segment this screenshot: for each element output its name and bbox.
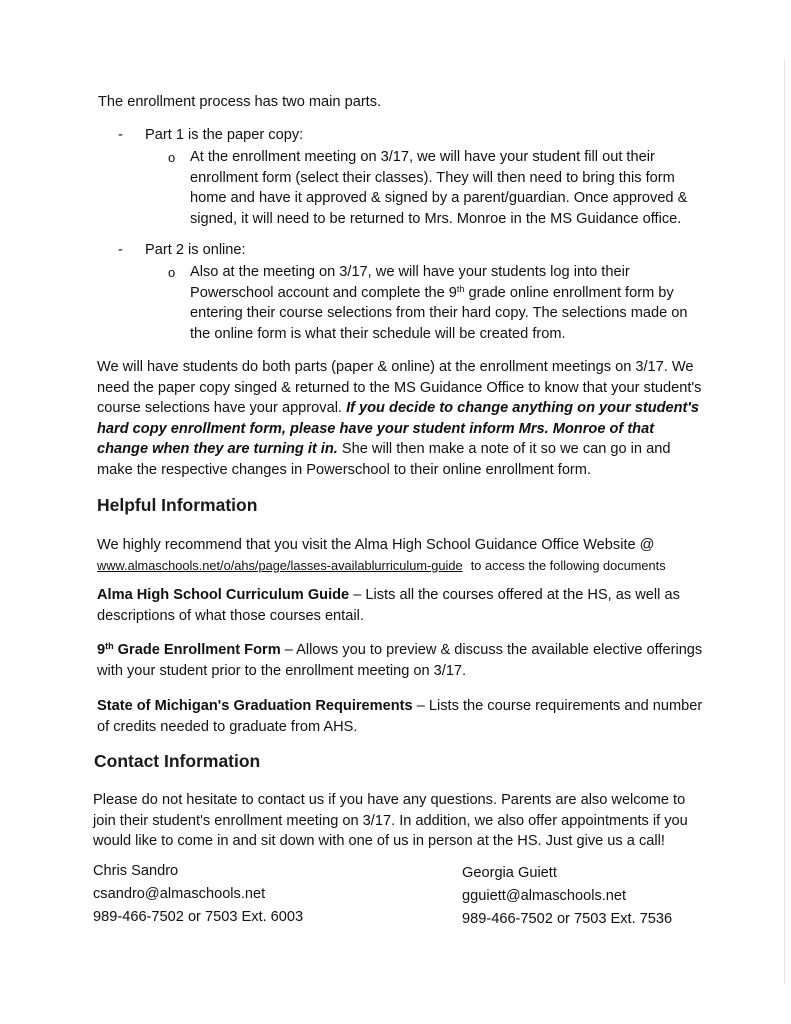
guidance-website-link[interactable]: www.almaschools.net/o/ahs/page/lasses-availablurriculum-guide [97,557,463,573]
part1-bullet-text: At the enrollment meeting on 3/17, we will have your student fill out their enrollment form (select their classes). They will then need to bring this form home and have it approved & signed by a parent/guardian. Once approved & signed, it will need to be returned to Mrs. Monroe in the MS Guidance office. [190,149,688,227]
part2-dash: - [118,242,123,258]
helpful-intro: We highly recommend that you visit the Alma High School Guidance Office Website @ www.almaschools.net/o/ahs/page/lasses-availablurriculum-guide to access the following documents [97,537,666,573]
curriculum-guide-item: Alma High School Curriculum Guide – Lists all the courses offered at the HS, as well as descriptions of what those courses entail. [97,587,680,624]
part2-label: Part 2 is online: [145,242,246,258]
both-parts-paragraph: We will have students do both parts (paper & online) at the enrollment meetings on 3/17. We need the paper copy singed & returned to the MS Guidance Office to know that your student's course selections have your approval. If you decide to change anything on your student's hard copy enrollment form, please have your student inform Mrs. Monroe of that change when they are turning it in. She will then make a note of it so we can go in and make the respective changes in Powerschool to their online enrollment form. [97,359,702,478]
contact-email[interactable]: gguiett@almaschools.net [462,888,627,904]
part2-bullet-text: Also at the meeting on 3/17, we will have your students log into their Powerschool account and complete the 9th grade online enrollment form by entering their course selections from their hard copy. The selections made on the online form is what their schedule will be created from. [190,264,688,342]
contact-heading: Contact Information [94,751,261,771]
contact-name: Chris Sandro [93,863,179,879]
part1-bullet-mark: o [168,150,176,165]
contact-phone: 989-466-7502 or 7503 Ext. 6003 [93,909,304,925]
contact-card-sandro [93,860,303,929]
helpful-heading: Helpful Information [97,495,258,515]
graduation-requirements-item: State of Michigan's Graduation Requirements – Lists the course requirements and number of credits needed to graduate from AHS. [97,698,703,735]
change-notice: If you decide to change anything on your student's hard copy enrollment form, please have your student inform Mrs. Monroe of that change when they are turning it in. [97,400,699,457]
contact-email[interactable]: csandro@almaschools.net [93,886,266,902]
part2-bullet-mark: o [168,265,176,280]
contact-paragraph: Please do not hesitate to contact us if you have any questions. Parents are also welcome to join their student's enrollment meeting on 3/17. In addition, we also offer appointments if you would like to come in and sit down with one of us in person at the HS. Just give us a call! [93,792,688,849]
enrollment-form-item: 9th Grade Enrollment Form – Allows you to preview & discuss the available elective offerings with your student prior to the enrollment meeting on 3/17. [97,641,703,679]
intro-text: The enrollment process has two main parts. [98,94,382,110]
part1-label: Part 1 is the paper copy: [145,127,304,143]
contact-card-guiett [462,862,672,931]
contact-name: Georgia Guiett [462,865,557,881]
contact-phone: 989-466-7502 or 7503 Ext. 7536 [462,911,673,927]
part1-dash: - [118,127,123,143]
scan-edge [783,60,785,984]
